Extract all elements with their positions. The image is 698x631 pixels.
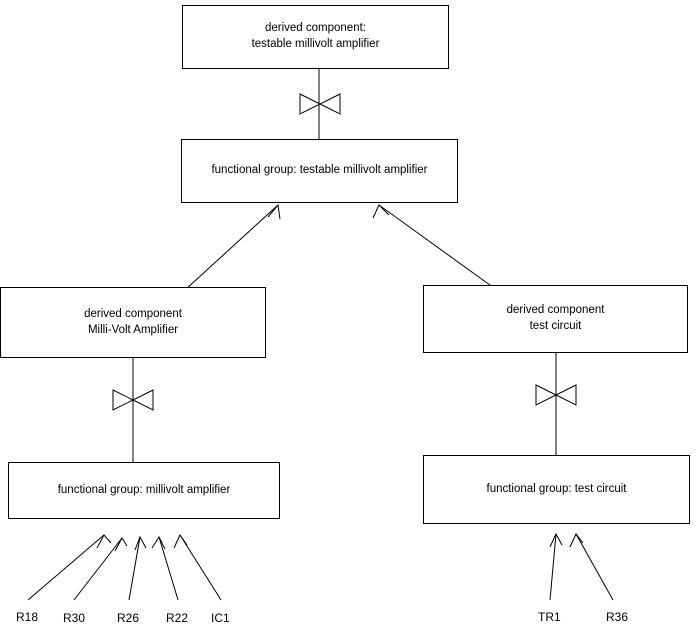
arrowhead-ic1 bbox=[174, 535, 187, 548]
leaf-label-r36[interactable]: R36 bbox=[606, 610, 629, 624]
edge-mvamp-to-testable bbox=[185, 205, 278, 290]
edge-r26 bbox=[129, 537, 140, 600]
bowtie-left-testable bbox=[300, 94, 320, 114]
edge-testcircuit-to-testable bbox=[379, 205, 494, 288]
bowtie-right-testcircuit bbox=[556, 385, 576, 405]
bowtie-right-mvamp bbox=[133, 390, 153, 410]
leaf-label-ic1[interactable]: IC1 bbox=[211, 611, 230, 625]
leaf-label-r22[interactable]: R22 bbox=[166, 611, 189, 625]
node-title-line2: test circuit bbox=[529, 320, 582, 332]
node-functional-group-test-circuit[interactable] bbox=[423, 455, 690, 524]
node-title-line2: Milli-Volt Amplifier bbox=[87, 323, 179, 336]
bowtie-left-mvamp bbox=[113, 390, 133, 410]
node-derived-milli-volt-amplifier[interactable] bbox=[0, 287, 266, 358]
node-title-line1: derived component bbox=[506, 304, 605, 317]
leaf-label-tr1[interactable]: TR1 bbox=[538, 610, 561, 624]
node-derived-testable-millivolt-amplifier[interactable] bbox=[182, 5, 449, 69]
arrowhead-testcircuit bbox=[373, 205, 389, 218]
bowtie-left-testcircuit bbox=[536, 385, 556, 405]
edge-r18 bbox=[28, 535, 104, 600]
node-functional-group-millivolt-amplifier[interactable] bbox=[8, 462, 280, 519]
node-title-line1: derived component: bbox=[264, 22, 366, 35]
edge-ic1 bbox=[180, 535, 221, 600]
node-title-line1: derived component bbox=[84, 307, 182, 320]
leaf-label-r18[interactable]: R18 bbox=[16, 610, 39, 624]
arrowhead-r36 bbox=[570, 534, 583, 547]
node-functional-group-testable-millivolt-amplifier[interactable] bbox=[181, 139, 458, 203]
node-title-line1: functional group: millivolt amplifier bbox=[57, 483, 231, 496]
node-title-line2: testable millivolt amplifier bbox=[251, 38, 380, 50]
node-derived-test-circuit[interactable] bbox=[423, 285, 688, 353]
arrowhead-r26 bbox=[135, 537, 146, 550]
arrowhead-r18 bbox=[97, 535, 111, 548]
node-title-line1: functional group: test circuit bbox=[486, 482, 627, 495]
node-title-line1: functional group: testable millivolt amplifier bbox=[211, 164, 428, 177]
arrowhead-r22 bbox=[152, 537, 165, 549]
edge-r36 bbox=[576, 534, 613, 600]
bowtie-right-testable bbox=[320, 94, 340, 114]
leaf-label-r30[interactable]: R30 bbox=[63, 611, 86, 625]
edge-r30 bbox=[74, 538, 122, 600]
leaf-label-r26[interactable]: R26 bbox=[117, 611, 140, 625]
